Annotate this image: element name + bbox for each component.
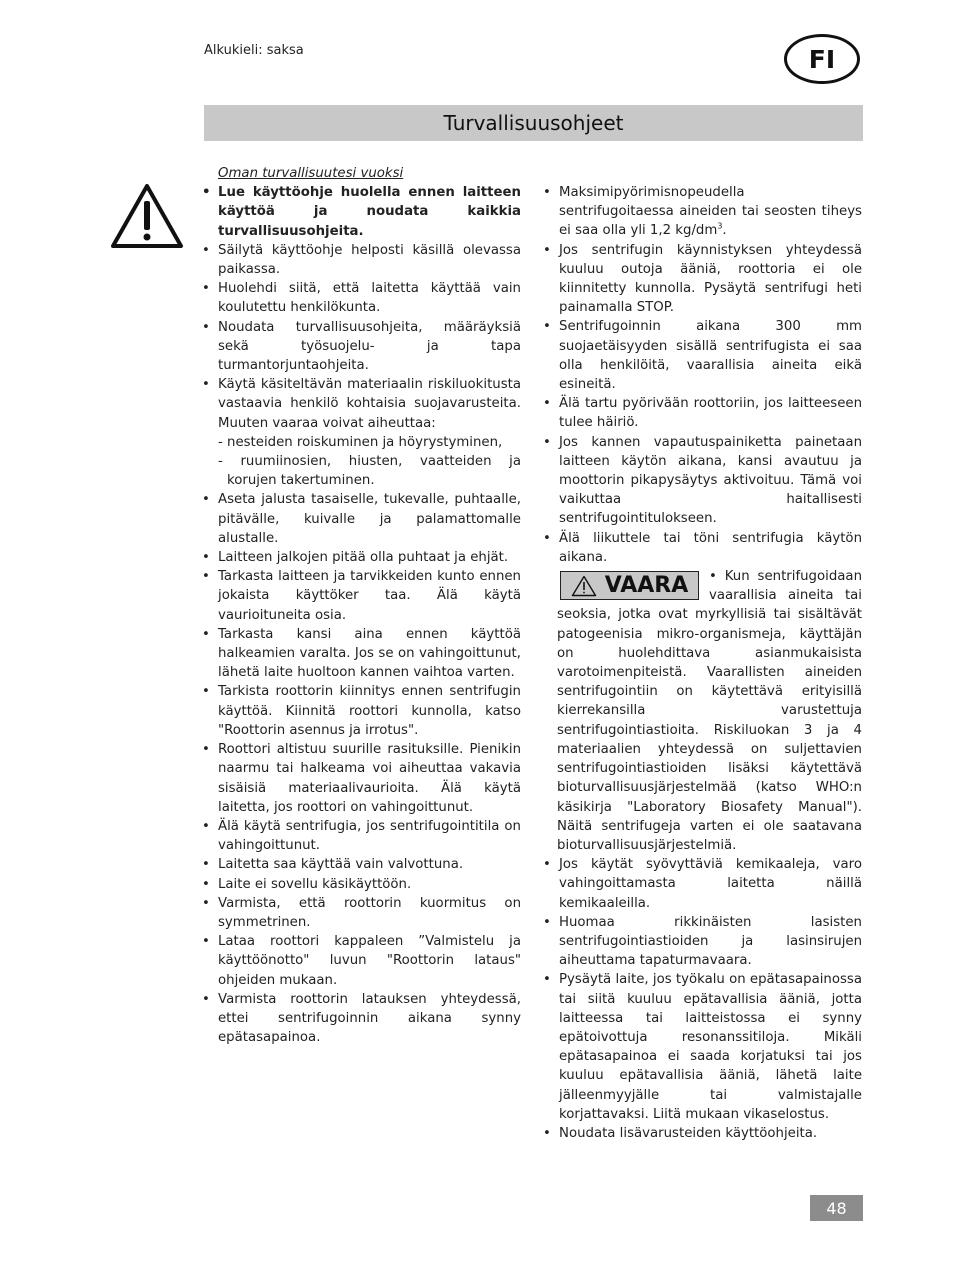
danger-block [557, 567, 862, 855]
danger-text: • Kun sentrifugoidaan vaarallisia aineita tai seoksia, jotka ovat myrkyllisiä tai sisältävät patogeenisia mikro-organismeja, käyttäjän on huolehdittava asianmukaisista varotoimenpiteistä. Vaarallisten aineiden sentrifugointiin on käytettävä erityisillä kierrekansilla varustettuja sentrifugointiastioita. Riskiluokan 3 ja 4 materiaalien yhteydessä on suljettavien sentrifugointiastioiden lisäksi käytettävä bioturvallisuusjärjestelmää (katso WHO:n käsikirja "Laboratory Biosafety Manual"). Näitä sentrifugeja varten ei ole saatavana bioturvallisuusjärjestelmiä. [557, 569, 862, 853]
list-subitem: - nesteiden roiskuminen ja höyrystyminen, [218, 434, 503, 450]
list-item [557, 183, 862, 241]
list-item-text: Tarkasta kansi aina ennen käyttöä halkeamien varalta. Jos se on vahingoittunut, lähetä laite huoltoon kannen vaihtoa varten. [218, 626, 521, 681]
list-item [557, 433, 862, 529]
list-item [216, 894, 521, 932]
list-item-tail: . [722, 223, 727, 239]
list-item-text: Noudata turvallisuusohjeita, määräyksiä sekä työsuojelu- ja tapa turmantorjuntaohjeita. [218, 319, 521, 374]
list-item [216, 932, 521, 990]
safety-list-right [557, 183, 862, 567]
list-item-text: Huolehdi siitä, että laitetta käyttää vain koulutettu henkilökunta. [218, 281, 521, 316]
section-title: Turvallisuusohjeet [204, 105, 863, 141]
list-item-text: Laitetta saa käyttää vain valvottuna. [218, 857, 464, 873]
list-item [557, 317, 862, 394]
list-item [216, 490, 521, 548]
list-item [216, 318, 521, 376]
list-item-text: Tarkasta laitteen ja tarvikkeiden kunto ennen jokaista käyttöker taa. Älä käytä vaurioituneita osia. [218, 569, 521, 623]
list-item-text: Laitteen jalkojen pitää olla puhtaat ja ehjät. [218, 550, 509, 566]
list-item [216, 875, 521, 894]
list-item-text: Älä liikuttele tai töni sentrifugia käytön aikana. [559, 530, 862, 565]
list-item-text: Varmista, että roottorin kuormitus on symmetrinen. [218, 895, 521, 930]
page-number: 48 [810, 1195, 863, 1221]
list-item [557, 394, 862, 432]
list-item [216, 817, 521, 855]
list-item [557, 970, 862, 1124]
list-item [557, 529, 862, 567]
danger-text-content: Kun sentrifugoidaan vaarallisia aineita tai seoksia, jotka ovat myrkyllisiä tai sisältävät patogeenisia mikro-organismeja, käyttäjän on huolehdittava asianmukaisista varotoimenpiteistä. Vaarallisten aineiden sentrifugointiin on käytettävä erityisillä kierrekansilla varustettuja sentrifugointiastioita. Riskiluokan 3 ja 4 materiaalien yhteydessä on suljettavien sentrifugointiastioiden lisäksi käytettävä bioturvallisuusjärjestelmää (katso WHO:n käsikirja "Laboratory Biosafety Manual"). Näitä sentrifugeja varten ei ole saatavana bioturvallisuusjärjestelmiä. [557, 569, 862, 853]
list-item [216, 183, 521, 241]
list-item-text: Käytä käsiteltävän materiaalin riskiluokitusta vastaavia henkilö kohtaisia suojavarusteita. Muuten vaaraa voivat aiheuttaa: [218, 377, 521, 431]
list-item [216, 548, 521, 567]
list-item-text: Jos kannen vapautuspainiketta painetaan laitteen käytön aikana, kansi avautuu ja moottorin pikapysäytys aktivoituu. Tämä voi vaikuttaa haitallisesti sentrifugointitulokseen. [559, 434, 862, 527]
list-item [216, 375, 521, 490]
warning-triangle-icon [110, 183, 184, 249]
danger-triangle-icon [571, 575, 597, 597]
list-subitem: - ruumiinosien, hiusten, vaatteiden ja korujen takertuminen. [218, 454, 521, 489]
original-language-note: Alkukieli: saksa [204, 43, 304, 58]
list-item [216, 567, 521, 625]
right-column [557, 183, 862, 1143]
list-item [216, 279, 521, 317]
list-item-text: Lue käyttöohje huolella ennen laitteen käyttöä ja noudata kaikkia turvallisuusohjeita. [218, 185, 521, 239]
list-item-text: Älä tartu pyörivään roottoriin, jos laitteeseen tulee häiriö. [559, 396, 862, 431]
left-column [216, 164, 521, 1047]
list-item-text: Pysäytä laite, jos työkalu on epätasapainossa tai siitä kuuluu epätavallisia ääniä, jotta laitteessa tai laitteistossa ei synny epätoivottuja resonanssitiloja. Mikäli epätasapainoa ei saada korjatuksi tai jos kuuluu epätavallisia ääniä, lähetä laite jälleenmyyjälle tai valmistajalle korjattavaksi. Liitä mukaan vikaselostus. [559, 972, 862, 1122]
list-item-text: Laite ei sovellu käsikäyttöön. [218, 876, 412, 892]
list-item-text: Tarkista roottorin kiinnitys ennen sentrifugin käyttöä. Kiinnitä roottori kunnolla, katso "Roottorin asennus ja irrotus". [218, 684, 521, 738]
list-item-text: Huomaa rikkinäisten lasisten sentrifugointiastioiden ja lasinsirujen aiheuttama tapaturmavaara. [559, 914, 862, 969]
list-item-text: Varmista roottorin latauksen yhteydessä, ettei sentrifugoinnin aikana synny epätasapainoa. [218, 991, 521, 1046]
list-item-text: Sentrifugoinnin aikana 300 mm suojaetäisyyden sisällä sentrifugista ei saa olla henkilöitä, vaarallisia aineita eikä esineitä. [559, 319, 862, 393]
list-item [216, 625, 521, 683]
list-item-text: Aseta jalusta tasaiselle, tukevalle, puhtaalle, pitävälle, kuivalle ja palamattomalle alustalle. [218, 492, 521, 546]
list-item-text: Lataa roottori kappaleen ”Valmistelu ja käyttöönotto" luvun "Roottorin lataus" ohjeiden mukaan. [218, 934, 521, 988]
list-item [557, 913, 862, 971]
list-item [216, 740, 521, 817]
language-badge: FI [784, 34, 860, 84]
list-item [216, 682, 521, 740]
list-item [557, 855, 862, 913]
list-item [216, 990, 521, 1048]
list-item [216, 241, 521, 279]
list-item-text: Säilytä käyttöohje helposti käsillä olevassa paikassa. [218, 242, 521, 278]
superscript: 3 [717, 221, 723, 231]
list-item [557, 241, 862, 318]
list-item [216, 855, 521, 874]
list-item [557, 1124, 862, 1143]
danger-badge [560, 571, 699, 600]
list-item-text: Noudata lisävarusteiden käyttöohjeita. [559, 1125, 818, 1141]
subheading: Oman turvallisuutesi vuoksi [218, 166, 404, 181]
list-item-text: Älä käytä sentrifugia, jos sentrifugointitila on vahingoittunut. [218, 818, 521, 854]
safety-list-right-after [557, 855, 862, 1143]
danger-label: VAARA [604, 572, 689, 598]
safety-list-left [216, 183, 521, 1047]
list-item-text: Roottori altistuu suurille rasituksille. Pienikin naarmu tai halkeama voi aiheuttaa vakavia sisäisiä materiaalivaurioita. Älä käytä laitetta, jos roottori on vahingoittunut. [218, 742, 521, 815]
list-item-text: Jos sentrifugin käynnistyksen yhteydessä kuuluu outoja ääniä, roottoria ei ole kiinnitetty kunnolla. Pysäytä sentrifugi heti painamalla STOP. [559, 242, 862, 316]
list-item-text: Maksimipyörimisnopeudella sentrifugoitaessa aineiden tai seosten tiheys ei saa olla yli 1,2 kg/dm [559, 185, 862, 239]
list-item-text: Jos käytät syövyttäviä kemikaaleja, varo vahingoittamasta laitetta näillä kemikaaleilla. [559, 857, 862, 911]
